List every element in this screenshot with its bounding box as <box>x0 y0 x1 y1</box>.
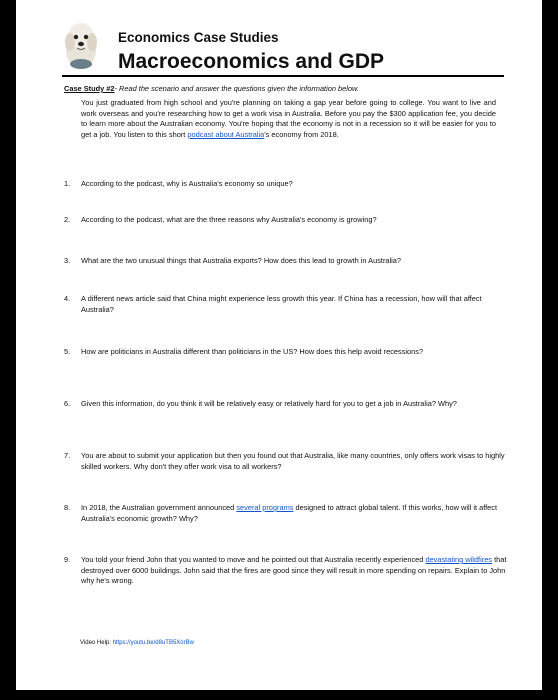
question-text <box>81 503 514 524</box>
series-title: Economics Case Studies <box>118 30 279 45</box>
question-number: 6. <box>64 399 71 408</box>
question-text: You are about to submit your application but then you found out that Australia, like many countries, only offers work visas to highly skilled workers. Why don't they offer work visa to all workers? <box>81 451 505 471</box>
scenario-paragraph <box>81 98 496 140</box>
question-7 <box>64 451 514 472</box>
question-text: How are politicians in Australia different than politicians in the US? How does this help avoid recessions? <box>81 347 424 356</box>
question-4 <box>64 294 514 315</box>
video-help-label: Video Help: <box>80 640 113 646</box>
page-title: Macroeconomics and GDP <box>118 50 385 73</box>
question-number: 4. <box>64 294 71 303</box>
podcast-link[interactable]: podcast about Australia <box>187 129 265 139</box>
video-help-link[interactable]: https://youtu.be/d8uTB5XorBw <box>112 640 194 646</box>
question-text: A different news article said that China might experience less growth this year. If China has a recession, how will that affect Australia? <box>81 294 482 314</box>
question-text-end: designed to attract global talent. If this works, how will it affect Australia's economic growth? Why? <box>81 503 498 523</box>
case-study-heading <box>64 84 514 93</box>
several-programs-link[interactable]: several programs <box>236 503 294 512</box>
document-page <box>16 0 542 700</box>
question-5 <box>64 347 514 358</box>
question-number: 1. <box>64 179 71 188</box>
dog-logo-icon <box>62 20 100 70</box>
question-number: 3. <box>64 256 71 265</box>
question-8 <box>64 503 514 524</box>
question-text <box>81 555 514 587</box>
question-3 <box>64 256 514 267</box>
question-text-start: You told your friend John that you wanted to move and he pointed out that Australia recently experienced <box>81 555 426 564</box>
case-study-label: Case Study #2 <box>64 84 115 93</box>
title-divider <box>62 75 504 77</box>
question-text-start: In 2018, the Australian government announced <box>81 503 237 512</box>
question-text-end: that destroyed over 6000 buildings. John said that the fires are good since they will result in more spending on repairs. Explain to John why he's wrong. <box>81 555 507 586</box>
question-text: According to the podcast, what are the three reasons why Australia's economy is growing? <box>81 215 377 224</box>
question-number: 7. <box>64 451 71 460</box>
question-text: Given this information, do you think it will be relatively easy or relatively hard for you to get a job in Australia? Why? <box>81 399 457 408</box>
question-1 <box>64 179 514 190</box>
question-6 <box>64 399 514 410</box>
question-number: 5. <box>64 347 71 356</box>
question-2 <box>64 215 514 226</box>
question-number: 9. <box>64 555 71 564</box>
question-9 <box>64 555 514 587</box>
question-number: 8. <box>64 503 71 512</box>
question-text: What are the two unusual things that Australia exports? How does this lead to growth in Australia? <box>81 256 402 265</box>
video-help <box>80 640 194 646</box>
bottom-bar <box>0 690 558 700</box>
scenario-text-end: 's economy from 2018. <box>264 129 339 139</box>
question-number: 2. <box>64 215 71 224</box>
question-text: According to the podcast, why is Australia's economy so unique? <box>81 179 293 188</box>
wildfires-link[interactable]: devastating wildfires <box>425 555 493 564</box>
case-study-instructions: - Read the scenario and answer the questions given the information below. <box>114 84 359 93</box>
scenario-text-start: You just graduated from high school and you're planning on taking a gap year before going to college. You want to live and work overseas and you're researching how to get a work visa in Australia. Before you pay the $300 application fee, you decide to learn more about the Australian economy. You're hoping that the economy is not in a recession so it will be easier for you to get a job. You listen to this short <box>81 98 496 139</box>
